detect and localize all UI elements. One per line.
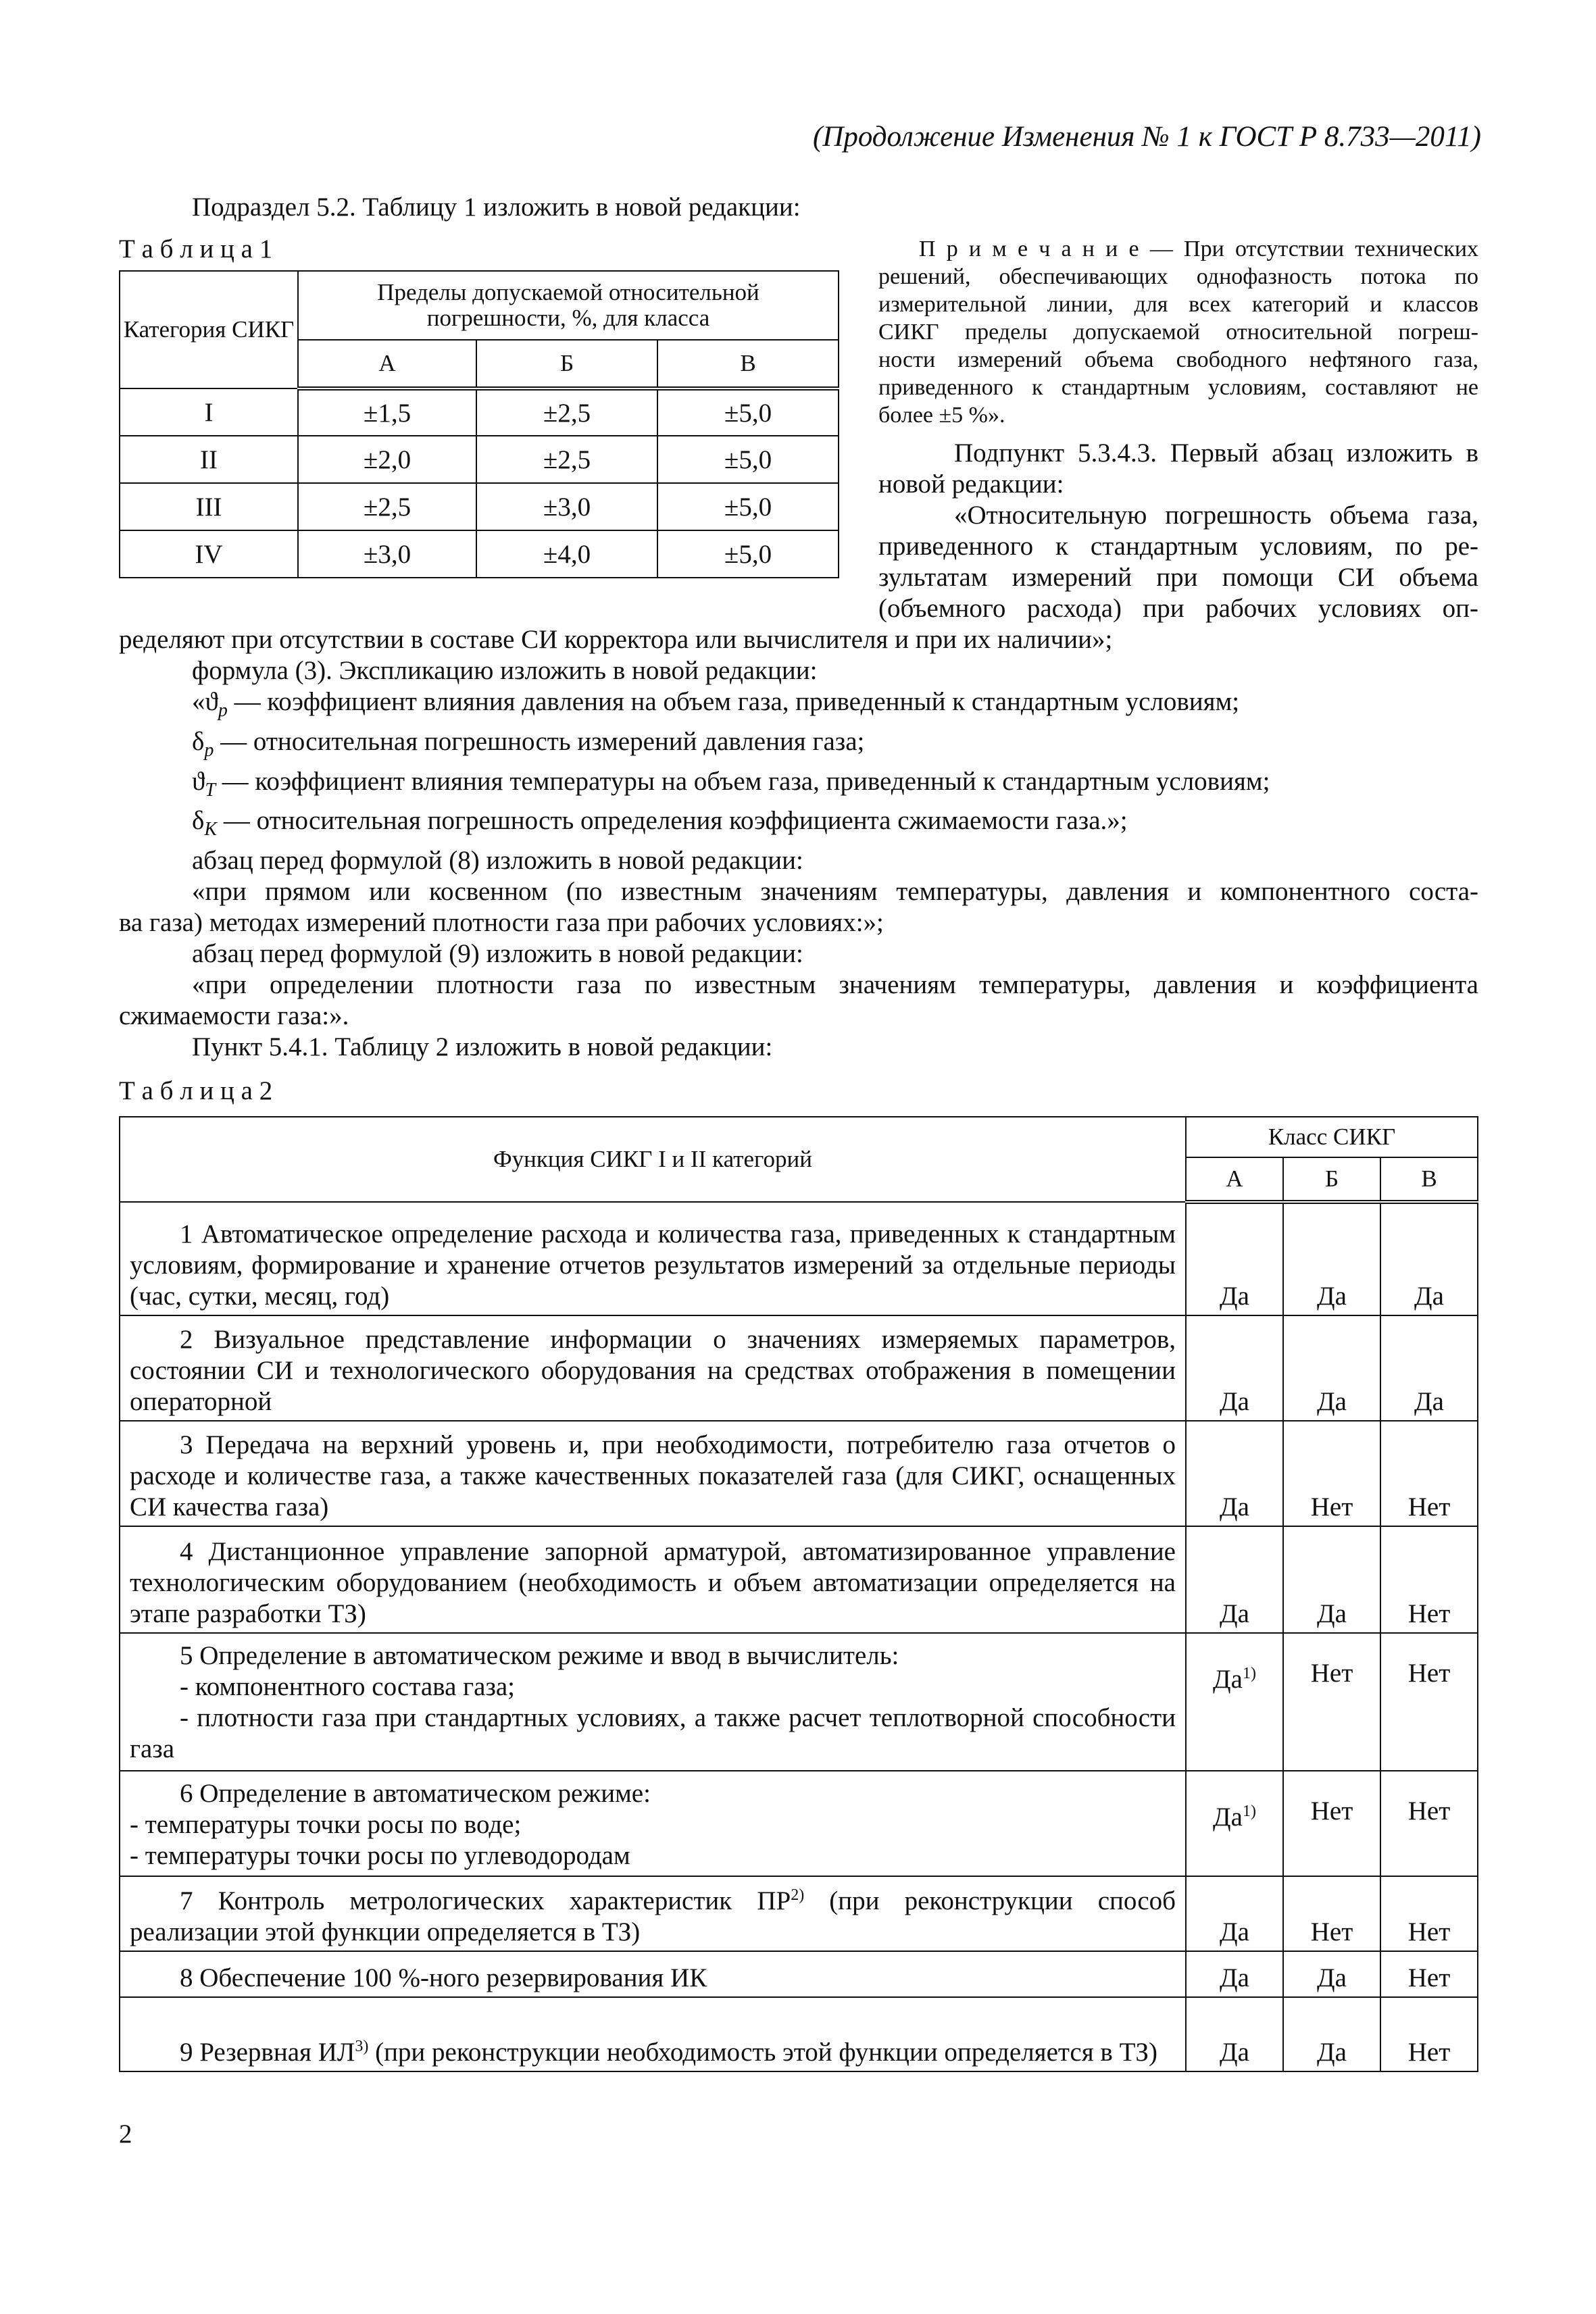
text-line: ределяют при отсутствии в составе СИ корректора или вычислителя и при их наличии»; xyxy=(119,625,1113,654)
table-row xyxy=(120,1633,1478,1771)
table-row xyxy=(120,1421,1478,1526)
table-row xyxy=(120,1876,1478,1951)
subclause-5-3-4-3 xyxy=(878,438,1478,624)
table1-cell: ±5,0 xyxy=(657,483,839,530)
value-cell: Да xyxy=(1283,1997,1380,2071)
table2-col-class: Класс СИКГ xyxy=(1186,1117,1478,1157)
symbol: δ xyxy=(192,806,205,836)
function-cell xyxy=(120,1633,1186,1771)
page-header: (Продолжение Изменения № 1 к ГОСТ Р 8.733—2011) xyxy=(812,121,1481,153)
table1-cell: II xyxy=(120,436,298,483)
body-text xyxy=(119,624,1478,1063)
value-cell: Да xyxy=(1283,1526,1380,1633)
note-label: П р и м е ч а н и е — xyxy=(919,236,1173,261)
function-cell: 1 Автоматическое определение расхода и количества газа, приведенных к стандартным условиям, формирование и хранение отчетов результатов измерений за отдельные периоды (час, сутки, месяц, год) xyxy=(120,1202,1186,1315)
value-cell: Да xyxy=(1186,1951,1283,1997)
symbol: «ϑ xyxy=(192,687,218,716)
table1-class-c: В xyxy=(657,340,839,388)
table1-cell: IV xyxy=(120,530,298,578)
table1-cell: ±2,5 xyxy=(476,436,657,483)
value-cell: Нет xyxy=(1283,1633,1380,1771)
value-cell: Нет xyxy=(1283,1876,1380,1951)
table1-cell: ±3,0 xyxy=(476,483,657,530)
table-row xyxy=(120,1997,1478,2071)
cell-line: 5 Определение в автоматическом режиме и ввод в вычислитель: xyxy=(180,1641,899,1670)
value-cell: Да xyxy=(1283,1202,1380,1315)
value-cell: Нет xyxy=(1380,1876,1478,1951)
table-row xyxy=(120,388,839,436)
symbol-sub: p xyxy=(204,739,214,761)
value-cell: Да xyxy=(1283,1951,1380,1997)
footnote-ref: 2) xyxy=(791,1886,805,1904)
value-cell: Нет xyxy=(1380,1771,1478,1876)
table1-cell: I xyxy=(120,388,298,436)
table1-col-category: Категория СИКГ xyxy=(120,271,298,388)
explication-line xyxy=(119,766,1478,806)
table-row xyxy=(120,483,839,530)
table1-class-b: Б xyxy=(476,340,657,388)
text-line: формула (3). Экспликацию изложить в новой редакции: xyxy=(192,656,818,685)
text-line: Подпункт 5.3.4.3. Первый абзац изложить в xyxy=(954,438,1478,468)
function-cell: 8 Обеспечение 100 %-ного резервирования ИК xyxy=(120,1951,1186,1997)
note-line: измерительной линии, для всех категорий и классов xyxy=(878,292,1478,317)
text: (при реконструкции необходимость этой функции определяется в ТЗ) xyxy=(368,2038,1157,2067)
cell-line: - плотности газа при стандартных условиях, а также расчет теплотворной способности газа xyxy=(130,1703,1176,1763)
value-cell: Да xyxy=(1186,1315,1283,1421)
cell-line: - температуры точки росы по воде; xyxy=(130,1810,522,1839)
note-line: ности измерений объема свободного нефтяного газа, xyxy=(878,347,1478,372)
table-row xyxy=(120,436,839,483)
text-line: «при прямом или косвенном (по известным значениям температуры, давления и компонентного соста- xyxy=(192,877,1478,907)
symbol-sub: p xyxy=(218,699,228,721)
footnote-ref: 1) xyxy=(1242,1665,1256,1682)
text-line: «при определении плотности газа по известным значениям температуры, давления и коэффициента xyxy=(192,970,1478,1000)
value-cell: Нет xyxy=(1283,1421,1380,1526)
table1-caption: Т а б л и ц а 1 xyxy=(119,234,273,263)
table2-caption: Т а б л и ц а 2 xyxy=(119,1076,273,1105)
value-cell: Да xyxy=(1380,1202,1478,1315)
text-line: абзац перед формулой (8) изложить в новой редакции: xyxy=(192,846,803,876)
value-cell: Да xyxy=(1186,1526,1283,1633)
table1-cell: ±3,0 xyxy=(298,530,476,578)
function-cell: 4 Дистанционное управление запорной арматурой, автоматизированное управление технологическим оборудованием (необходимость и объем автоматизации определяется на этапе разработки ТЗ) xyxy=(120,1526,1186,1633)
value-cell: Нет xyxy=(1380,1421,1478,1526)
intro-text: Подраздел 5.2. Таблицу 1 изложить в новой редакции: xyxy=(192,193,801,222)
text-line: «Относительную погрешность объема газа, xyxy=(954,501,1478,530)
value-cell: Нет xyxy=(1380,1526,1478,1633)
value-cell: Да xyxy=(1186,1876,1283,1951)
text-line: Пункт 5.4.1. Таблицу 2 изложить в новой редакции: xyxy=(192,1032,773,1062)
symbol: ϑ xyxy=(192,766,205,796)
function-cell: 3 Передача на верхний уровень и, при необходимости, потребителю газа отчетов о расходе и количестве газа, а также качественных показателей газа (для СИКГ, оснащенных СИ качества газа) xyxy=(120,1421,1186,1526)
symbol: δ xyxy=(192,726,205,756)
value-cell: Да xyxy=(1380,1315,1478,1421)
table-row xyxy=(120,1771,1478,1876)
value-cell: Нет xyxy=(1380,1951,1478,1997)
text-line: сжимаемости газа:». xyxy=(119,1001,349,1031)
text: — коэффициент влияния давления на объем газа, приведенный к стандартным условиям; xyxy=(227,687,1240,716)
text: — коэффициент влияния температуры на объем газа, приведенный к стандартным условиям; xyxy=(215,766,1270,796)
table-row xyxy=(120,1951,1478,1997)
value-cell: Да xyxy=(1186,1202,1283,1315)
table2-class-c: В xyxy=(1380,1157,1478,1202)
text: 9 Резервная ИЛ xyxy=(180,2038,355,2067)
note-line: приведенного к стандартным условиям, составляют не xyxy=(878,375,1478,400)
cell-line: - температуры точки росы по углеводородам xyxy=(130,1841,630,1870)
function-cell xyxy=(120,1997,1186,2071)
function-cell xyxy=(120,1771,1186,1876)
value-cell: Да xyxy=(1283,1315,1380,1421)
footnote-ref: 3) xyxy=(355,2038,369,2055)
symbol-sub: K xyxy=(204,819,218,840)
table-2 xyxy=(119,1116,1478,2072)
table1-cell: III xyxy=(120,483,298,530)
value-cell: Да xyxy=(1186,1997,1283,2071)
page-number: 2 xyxy=(119,2119,132,2148)
table1-note xyxy=(878,235,1478,429)
note-line: решений, обеспечивающих однофазность потока по xyxy=(878,264,1478,289)
table1-cell: ±5,0 xyxy=(657,436,839,483)
text-line: (объемного расхода) при рабочих условиях оп- xyxy=(878,594,1478,623)
table1-cell: ±4,0 xyxy=(476,530,657,578)
table1-cell: ±5,0 xyxy=(657,388,839,436)
explication-line xyxy=(119,686,1478,726)
table1-cell: ±2,5 xyxy=(298,483,476,530)
table2-col-function: Функция СИКГ I и II категорий xyxy=(120,1117,1186,1202)
value: Да xyxy=(1213,1803,1243,1832)
text-line: зультатам измерений при помощи СИ объема xyxy=(878,563,1478,592)
value-cell: Да xyxy=(1186,1421,1283,1526)
table1-cell: ±2,0 xyxy=(298,436,476,483)
note-line: СИКГ пределы допускаемой относительной погреш- xyxy=(878,320,1478,345)
cell-line: 6 Определение в автоматическом режиме: xyxy=(180,1779,651,1808)
value-cell xyxy=(1186,1771,1283,1876)
table1-cell: ±1,5 xyxy=(298,388,476,436)
table1-class-a: А xyxy=(298,340,476,388)
text: 7 Контроль метрологических характеристик ПР xyxy=(180,1886,791,1915)
value-cell: Нет xyxy=(1380,1997,1478,2071)
table-row xyxy=(120,1315,1478,1421)
note-line: При отсутствии технических xyxy=(1184,236,1479,261)
footnote-ref: 1) xyxy=(1242,1803,1256,1820)
table2-class-a: А xyxy=(1186,1157,1283,1202)
text: (при реконструкции способ реализации этой функции определяется в ТЗ) xyxy=(130,1886,1176,1946)
explication-line xyxy=(119,805,1478,845)
text-line: новой редакции: xyxy=(878,470,1064,499)
table1-cell: ±5,0 xyxy=(657,530,839,578)
cell-line: - компонентного состава газа; xyxy=(180,1672,515,1701)
text: — относительная погрешность определения коэффициента сжимаемости газа.»; xyxy=(217,806,1128,836)
text-line: абзац перед формулой (9) изложить в новой редакции: xyxy=(192,939,803,969)
table-1 xyxy=(119,270,839,578)
table1-cell: ±2,5 xyxy=(476,388,657,436)
table2-class-b: Б xyxy=(1283,1157,1380,1202)
value-cell: Нет xyxy=(1380,1633,1478,1771)
table-row xyxy=(120,1202,1478,1315)
table1-col-limits: Пределы допускаемой относительной погрешности, %, для класса xyxy=(298,271,839,340)
table-row xyxy=(120,1526,1478,1633)
value: Да xyxy=(1213,1665,1243,1694)
table-row xyxy=(120,530,839,578)
symbol-sub: T xyxy=(205,779,216,801)
text: — относительная погрешность измерений давления газа; xyxy=(214,726,865,756)
function-cell: 2 Визуальное представление информации о значениях измеряемых параметров, состоянии СИ и технологического оборудования на средствах отображения в помещении операторной xyxy=(120,1315,1186,1421)
note-line: более ±5 %». xyxy=(878,403,1005,428)
function-cell xyxy=(120,1876,1186,1951)
explication-line xyxy=(119,726,1478,766)
text-line: приведенного к стандартным условиям, по ре- xyxy=(878,532,1478,561)
text-line: ва газа) методах измерений плотности газа при рабочих условиях:»; xyxy=(119,908,884,938)
value-cell xyxy=(1186,1633,1283,1771)
value-cell: Нет xyxy=(1283,1771,1380,1876)
